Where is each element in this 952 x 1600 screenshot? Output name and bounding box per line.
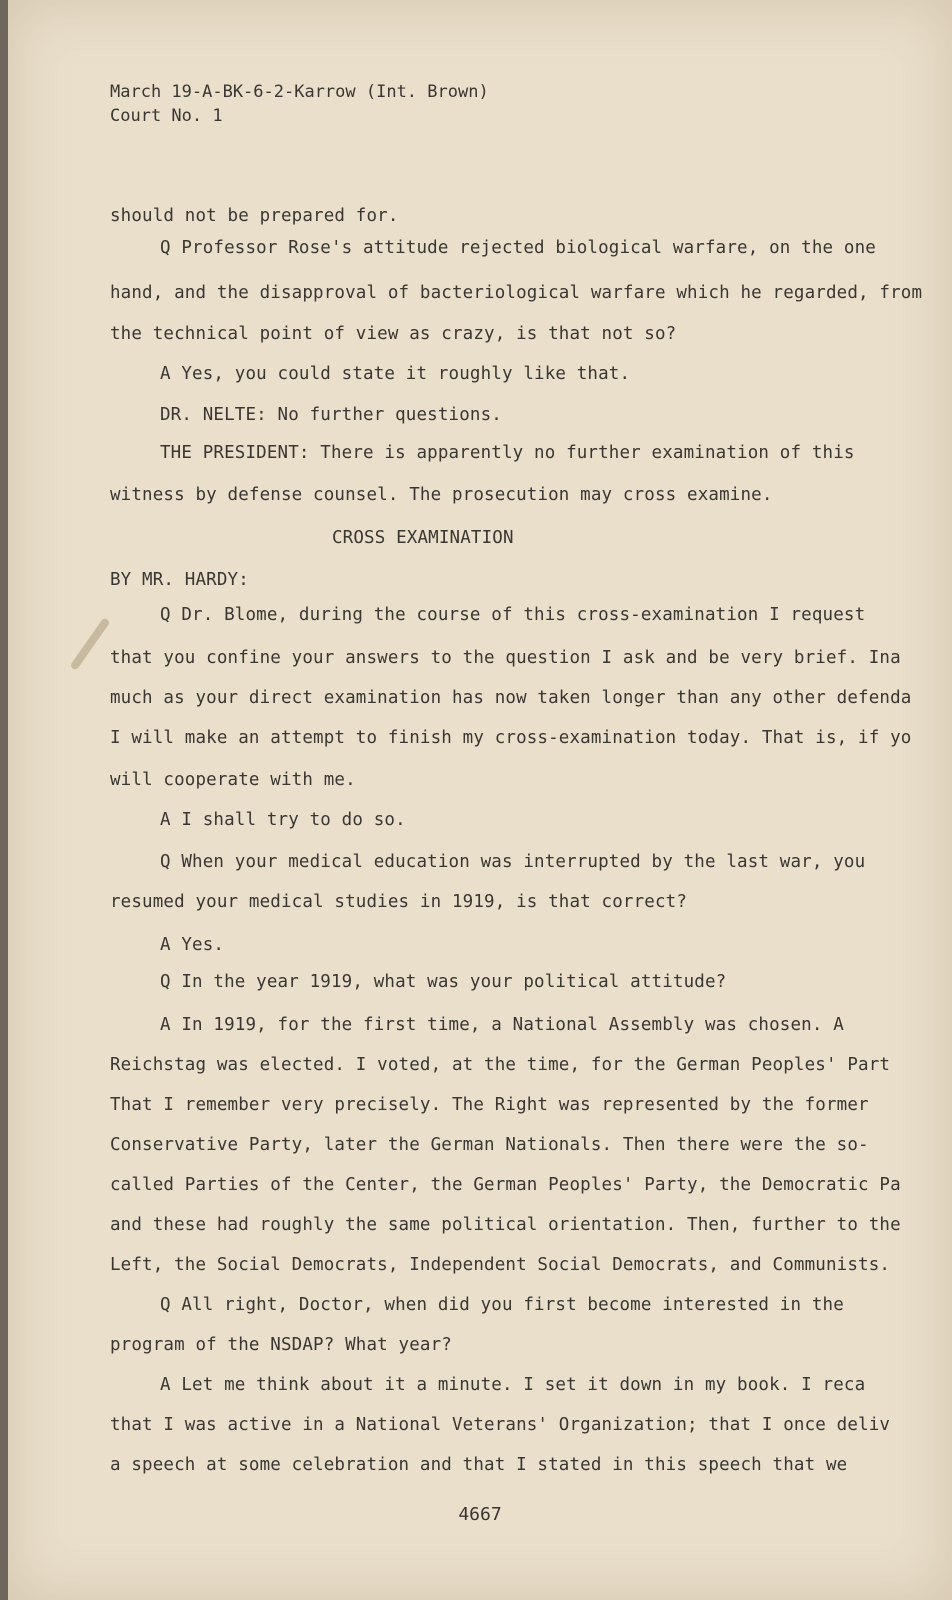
text-line: Conservative Party, later the German Nationals. Then there were the so-: [110, 1135, 869, 1155]
text-line: Q In the year 1919, what was your political attitude?: [160, 972, 727, 992]
document-page: [8, 0, 952, 1600]
text-line: hand, and the disapproval of bacteriological warfare which he regarded, from: [110, 283, 923, 303]
text-line: and these had roughly the same political orientation. Then, further to the: [110, 1215, 901, 1235]
text-line: A Yes, you could state it roughly like that.: [160, 364, 631, 384]
text-line: Left, the Social Democrats, Independent Social Democrats, and Communists.: [110, 1255, 891, 1275]
text-line: witness by defense counsel. The prosecution may cross examine.: [110, 485, 773, 505]
page-header: [110, 80, 489, 128]
text-line: A Let me think about it a minute. I set it down in my book. I reca: [160, 1375, 866, 1395]
page-number: 4667: [458, 1504, 502, 1525]
text-line: will cooperate with me.: [110, 770, 356, 790]
text-line: Q All right, Doctor, when did you first become interested in the: [160, 1295, 844, 1315]
text-line: much as your direct examination has now taken longer than any other defenda: [110, 688, 912, 708]
text-line: called Parties of the Center, the German Peoples' Party, the Democratic Pa: [110, 1175, 901, 1195]
text-line: THE PRESIDENT: There is apparently no further examination of this: [160, 443, 855, 463]
scan-edge: [0, 0, 8, 1600]
text-line: that you confine your answers to the question I ask and be very brief. Ina: [110, 648, 901, 668]
text-line: should not be prepared for.: [110, 206, 399, 226]
text-line: program of the NSDAP? What year?: [110, 1335, 452, 1355]
header-court: Court No. 1: [110, 106, 223, 126]
section-heading: CROSS EXAMINATION: [332, 528, 514, 548]
text-line: Reichstag was elected. I voted, at the time, for the German Peoples' Part: [110, 1055, 891, 1075]
text-line: Q Professor Rose's attitude rejected biological warfare, on the one: [160, 238, 876, 258]
text-line: That I remember very precisely. The Right was represented by the former: [110, 1095, 869, 1115]
text-line: DR. NELTE: No further questions.: [160, 405, 502, 425]
text-line: BY MR. HARDY:: [110, 570, 249, 590]
text-line: that I was active in a National Veterans' Organization; that I once deliv: [110, 1415, 891, 1435]
header-reference: March 19-A-BK-6-2-Karrow (Int. Brown): [110, 82, 489, 102]
page-smudge: [70, 617, 111, 671]
text-line: A Yes.: [160, 935, 225, 955]
text-line: I will make an attempt to finish my cross-examination today. That is, if yo: [110, 728, 912, 748]
text-line: Q Dr. Blome, during the course of this cross-examination I request: [160, 605, 866, 625]
text-line: a speech at some celebration and that I stated in this speech that we: [110, 1455, 848, 1475]
text-line: A In 1919, for the first time, a National Assembly was chosen. A: [160, 1015, 844, 1035]
text-line: A I shall try to do so.: [160, 810, 406, 830]
text-line: the technical point of view as crazy, is that not so?: [110, 324, 677, 344]
text-line: Q When your medical education was interrupted by the last war, you: [160, 852, 866, 872]
text-line: resumed your medical studies in 1919, is that correct?: [110, 892, 688, 912]
